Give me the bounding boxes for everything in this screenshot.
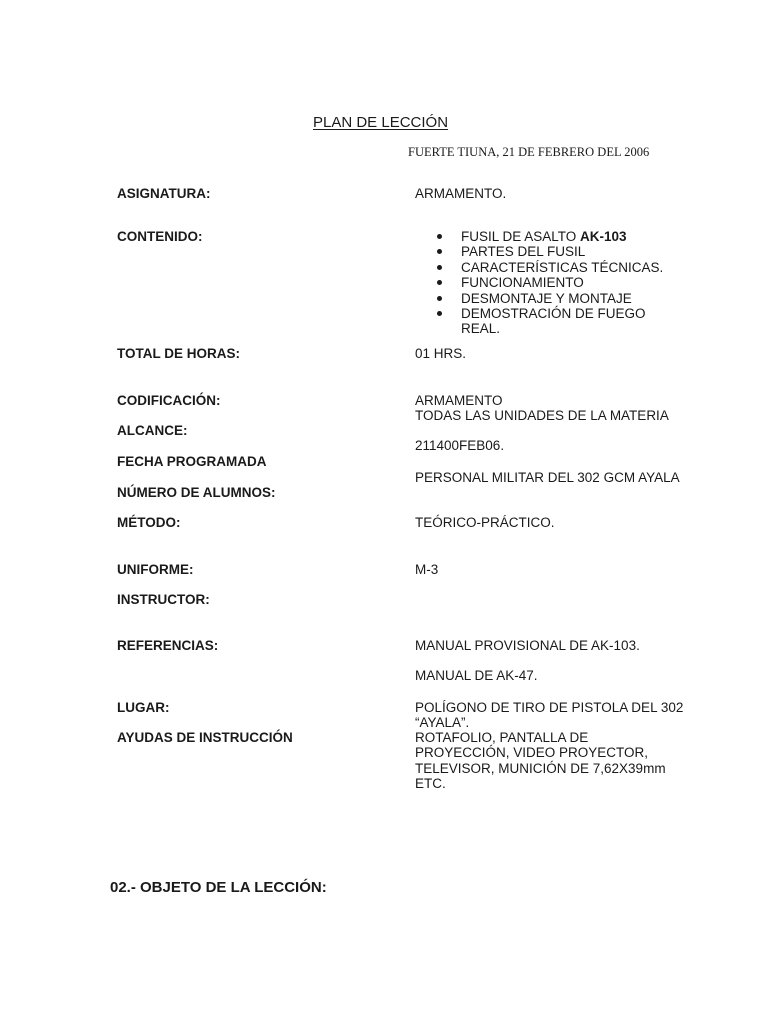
list-item xyxy=(415,306,675,337)
list-item xyxy=(415,291,675,306)
bullet-icon xyxy=(437,280,442,285)
label-codificacion: CODIFICACIÓN: xyxy=(117,393,221,408)
value-total-horas: 01 HRS. xyxy=(415,346,467,361)
value-metodo: TEÓRICO-PRÁCTICO. xyxy=(415,515,555,530)
value-lugar-line-1: POLÍGONO DE TIRO DE PISTOLA DEL 302 xyxy=(415,700,684,715)
list-item-bold: AK-103 xyxy=(580,229,627,244)
value-ayudas-line-1: ROTAFOLIO, PANTALLA DE xyxy=(415,730,589,745)
list-item-text: DESMONTAJE Y MONTAJE xyxy=(461,290,632,306)
label-asignatura: ASIGNATURA: xyxy=(117,186,211,201)
list-item xyxy=(415,260,675,275)
label-instructor: INSTRUCTOR: xyxy=(117,592,210,607)
label-total-horas: TOTAL DE HORAS: xyxy=(117,346,241,361)
value-alumnos: PERSONAL MILITAR DEL 302 GCM AYALA xyxy=(415,470,680,485)
bullet-icon xyxy=(437,296,442,301)
label-lugar: LUGAR: xyxy=(117,700,170,715)
value-referencia-1: MANUAL PROVISIONAL DE AK-103. xyxy=(415,638,640,653)
list-item-text: PARTES DEL FUSIL xyxy=(461,244,586,260)
label-alcance: ALCANCE: xyxy=(117,423,188,438)
label-uniforme: UNIFORME: xyxy=(117,562,194,577)
bullet-icon xyxy=(437,249,442,254)
value-ayudas-line-2: PROYECCIÓN, VIDEO PROYECTOR, xyxy=(415,745,649,760)
section-heading: 02.- OBJETO DE LA LECCIÓN: xyxy=(110,879,327,896)
label-ayudas-instruccion: AYUDAS DE INSTRUCCIÓN xyxy=(117,730,293,745)
bullet-icon xyxy=(437,265,442,270)
label-fecha-programada: FECHA PROGRAMADA xyxy=(117,454,267,469)
value-alcance: TODAS LAS UNIDADES DE LA MATERIA xyxy=(415,408,669,423)
value-codificacion: ARMAMENTO xyxy=(415,393,503,408)
list-item xyxy=(415,229,675,244)
value-ayudas-line-4: ETC. xyxy=(415,776,446,791)
list-item-text: CARACTERÍSTICAS TÉCNICAS. xyxy=(461,259,664,275)
contenido-list xyxy=(415,229,675,337)
value-fecha: 211400FEB06. xyxy=(415,438,505,453)
value-referencia-2: MANUAL DE AK-47. xyxy=(415,668,538,683)
label-metodo: MÉTODO: xyxy=(117,515,181,530)
list-item xyxy=(415,244,675,259)
label-referencias: REFERENCIAS: xyxy=(117,638,219,653)
list-item-text: FUSIL DE ASALTO xyxy=(461,229,581,244)
date-line: FUERTE TIUNA, 21 DE FEBRERO DEL 2006 xyxy=(408,145,650,159)
bullet-icon xyxy=(437,311,442,316)
value-asignatura: ARMAMENTO. xyxy=(415,186,507,201)
value-uniforme: M-3 xyxy=(415,562,439,577)
bullet-icon xyxy=(437,234,442,239)
list-item xyxy=(415,275,675,290)
list-item-text: FUNCIONAMIENTO xyxy=(461,275,584,291)
label-contenido: CONTENIDO: xyxy=(117,229,203,244)
label-numero-alumnos: NÚMERO DE ALUMNOS: xyxy=(117,485,276,500)
list-item-text: DEMOSTRACIÓN DE FUEGO REAL. xyxy=(461,306,646,337)
value-lugar-line-2: “AYALA”. xyxy=(415,715,470,730)
value-ayudas-line-3: TELEVISOR, MUNICIÓN DE 7,62X39mm xyxy=(415,761,666,776)
page-title: PLAN DE LECCIÓN xyxy=(313,114,449,131)
